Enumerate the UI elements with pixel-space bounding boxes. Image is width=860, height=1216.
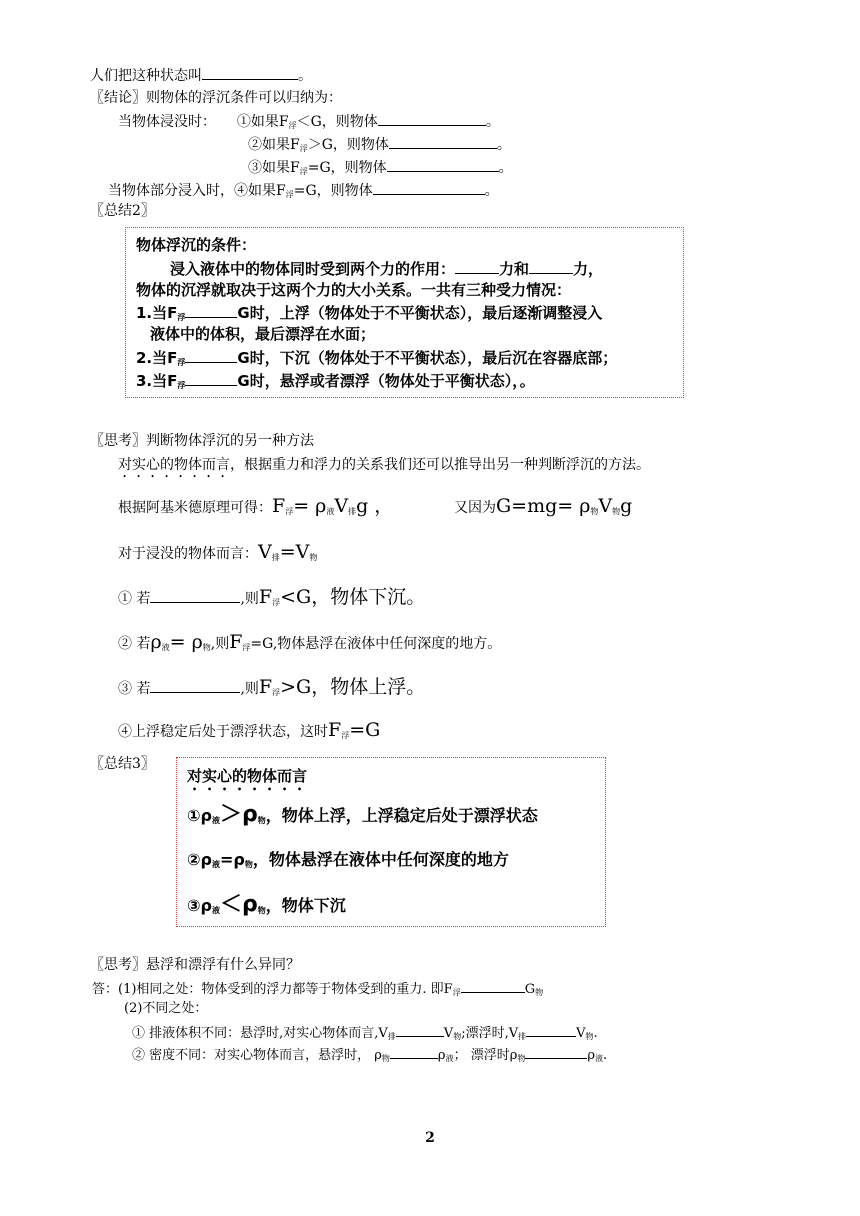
summary3-box	[176, 757, 606, 927]
blank	[525, 1043, 587, 1059]
summary2-line2: 物体的沉浮就取决于这两个力的大小关系。一共有三种受力情况：	[136, 281, 572, 299]
answer-line-1: 答：(1)相同之处：物体受到的浮力都等于物体受到的重力. 即$F_浮$ $G_物$	[92, 977, 543, 1003]
summary2-item-1: 1.当$F_浮$ G时，上浮（物体处于不平衡状态），最后逐渐调整浸入	[136, 304, 603, 322]
summary3-line-2: $②\rho_液=\rho_物$，物体悬浮在液体中任何深度的地方	[187, 850, 509, 869]
rule-4: ④上浮稳定后处于漂浮状态，这时$F_浮=G$	[118, 719, 381, 741]
rule-1: ① 若 ,则$F_浮<G$，物体下沉。	[118, 586, 426, 608]
gravity-line: 又因为$G=mg= \rho_物V_物g$	[454, 495, 633, 517]
think1-heading: 〖思考〗判断物体浮沉的另一种方法	[90, 433, 314, 449]
answer-line-4: ② 密度不同：对实心物体而言，悬浮时， $\rho_物$ $\rho_液$； 漂浮时$\rho_物$ $\rho_液$.	[132, 1043, 607, 1069]
summary2-item-3: 3.当$F_浮$ G时，悬浮或者漂浮（物体处于平衡状态），。	[136, 372, 535, 390]
conclusion-item-1: 当物体浸没时： ①如果$F_浮<G$，则物体 。	[118, 110, 500, 136]
blank	[378, 110, 486, 126]
conclusion-item-2: ②如果$F_浮>G$，则物体 。	[248, 133, 511, 159]
blank	[396, 1021, 444, 1037]
blank	[185, 370, 237, 386]
immersed-volume-line: 对于浸没的物体而言：$V_排=V_物$	[118, 541, 318, 563]
summary3-title: 对实心的物体而言	[187, 767, 308, 785]
blank	[387, 156, 499, 172]
think1-line1: 对实心的物体而言，根据重力和浮力的关系我们还可以推导出另一种判断浮沉的方法。	[118, 457, 650, 473]
summary3-tag: 〖总结3〗	[90, 756, 155, 772]
page-number: 2	[425, 1130, 435, 1146]
summary2-title: 物体浮沉的条件：	[136, 236, 257, 254]
summary2-tag: 〖总结2〗	[90, 203, 155, 219]
answer-line-2: (2)不同之处：	[124, 1001, 208, 1016]
conclusion-item-4: 当物体部分浸入时，④如果$F_浮=G$，则物体 。	[108, 179, 499, 205]
conclusion-heading: 〖结论〗则物体的浮沉条件可以归纳为：	[90, 90, 342, 106]
blank	[185, 347, 237, 363]
blank	[373, 179, 485, 195]
conclusion-item-3: ③如果$F_浮=G$，则物体 。	[248, 156, 513, 182]
blank	[185, 302, 237, 318]
blank	[390, 1043, 438, 1059]
think2-heading: 〖思考〗悬浮和漂浮有什么异同？	[90, 957, 300, 973]
answer-line-3: ① 排液体积不同：悬浮时,对实心物体而言$,V_排$ $V_物$;漂浮时$,V_排$ $V_物$.	[132, 1021, 598, 1047]
summary3-line-1: $①\rho_液>\rho_物$，物体上浮，上浮稳定后处于漂浮状态	[187, 802, 538, 827]
rule-2: ② 若$\rho_液= \rho_物$,则$F_浮=G$,物体悬浮在液体中任何深度的地方。	[118, 631, 502, 653]
blank	[150, 677, 240, 693]
blank	[389, 133, 497, 149]
summary3-line-3: $③\rho_液<\rho_物$，物体下沉	[187, 892, 346, 917]
blank	[461, 977, 525, 993]
blank	[455, 258, 499, 274]
summary2-line1: 浸入液体中的物体同时受到两个力的作用： 力和 力，	[170, 260, 604, 278]
summary2-item-2: 2.当$F_浮$ G时，下沉（物体处于不平衡状态），最后沉在容器底部；	[136, 349, 618, 367]
summary2-item-1-cont: 液体中的体积，最后漂浮在水面；	[150, 325, 376, 343]
archimedes-line: 根据阿基米德原理可得：$F_浮= \rho_液V_排g$ ，	[118, 495, 394, 517]
state-line: 人们把这种状态叫 。	[90, 64, 312, 86]
rule-3: ③ 若 ,则$F_浮>G$，物体上浮。	[118, 676, 426, 698]
summary2-box	[125, 227, 684, 398]
blank	[150, 587, 240, 603]
blank	[202, 64, 298, 80]
blank	[526, 1021, 576, 1037]
blank	[529, 258, 573, 274]
